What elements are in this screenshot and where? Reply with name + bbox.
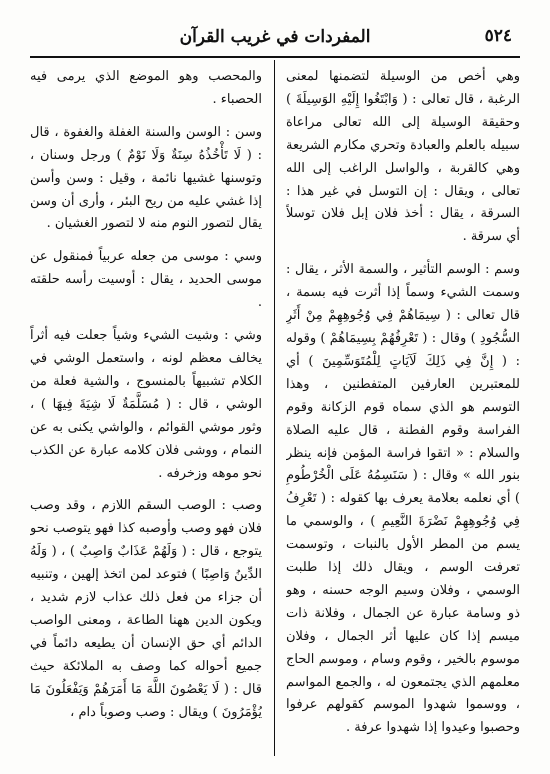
paragraph-wasila: وهي أخص من الوسيلة لتضمنها لمعنى الرغبة ، قال تعالى : ( وَابْتَغُوا إِلَيْهِ الوَسِيلَةَ ) وحقيقة الوسيلة إلى الله تعالى مراعاة سبيله بالعلم والعبادة وتحري مكارم الشريعة وهي كالقربة ، والواسل الراغب إلى الله تعالى ، ويقال : إن التوسل في غير هذا : السرقة ، يقال : أخذ فلان إبل فلان توسلاً أي سرقة . xyxy=(286,69,520,245)
page-number: ٥٢٤ xyxy=(484,26,512,46)
entry-wasi: وسي : موسى من جعله عربياً فمنقول عن موسى الحديد ، يقال : أوسيت رأسه حلقته . xyxy=(30,249,262,311)
entry-wasm: وسم : الوسم التأثير ، والسمة الأثر ، يقال : وسمت الشيء وسماً إذا أثرت فيه بسمة ، قال تعالى : ( سِيمَاهُمْ فِي وُجُوهِهِمْ مِنْ أَثَرِ السُّجُودِ ) وقال : ( تَعْرِفُهُمْ بِسِيمَاهُمْ ) وقوله : ( إِنَّ فِي ذَلِكَ لَآيَاتٍ لِلْمُتَوَسِّمِينَ ) أي للمعتبرين العارفين المتفطنين ، وهذا التوسم هو الذي سماه قوم الزكانة وقوم الفراسة وقوم الفطنة ، قال عليه الصلاة والسلام : « اتقوا فراسة المؤمن فإنه ينظر بنور الله » وقال : ( سَنَسِمُهُ عَلَى الْخُرْطُومِ ) أي نعلمه بعلامة يعرف بها كقوله : ( تَعْرِفُ فِي وُجُوهِهِمْ نَضْرَةَ النَّعِيمِ ) ، والوسمي ما يسم من المطر الأول بالنبات ، وتوسمت تعرفت الوسم ، ويقال ذلك إذا طلبت الوسمي ، وفلان وسيم الوجه حسنه ، وهو ذو وسامة عبارة عن الجمال ، وفلانة ذات ميسم إذا كان عليها أثر الجمال ، وفلان موسوم بالخير ، وقوم وسام ، وموسم الحاج معلمهم الذي يجتمعون له ، والجمع المواسم ، ووسموا شهدوا الموسم كقولهم عرفوا وحصبوا وعيدوا إذا شهدوا عرفة . xyxy=(286,262,520,736)
column-divider xyxy=(274,60,275,756)
header-rule xyxy=(30,56,520,58)
entry-wasab: وصب : الوصب السقم اللازم ، وقد وصب فلان فهو وصب وأوصبه كذا فهو يتوصب نحو يتوجع ، قال : ( وَلَهُمْ عَذَابٌ وَاصِبٌ ) ، ( وَلَهُ الدِّينُ وَاصِبًا ) فتوعد لمن اتخذ إلهين ، وتنبيه أن جزاء من فعل ذلك عذاب لازم شديد ، ويكون الدين ههنا الطاعة ، ومعنى الواصب الدائم أي حق الإنسان أن يطيعه دائماً في جميع أحواله كما وصف به الملائكة حيث قال : ( لَا يَعْصُونَ اللَّهَ مَا أَمَرَهُمْ وَيَفْعَلُونَ مَا يُؤْمَرُونَ ) ويقال : وصب وصوباً دام ، xyxy=(30,498,262,720)
page-header xyxy=(30,22,520,52)
left-column xyxy=(30,66,262,758)
running-title: المفردات في غريب القرآن xyxy=(179,27,371,47)
entry-wasan: وسن : الوسن والسنة الغفلة والغفوة ، قال : ( لَا تَأْخُذُهُ سِنَةٌ وَلَا نَوْمٌ ) ورجل وسنان ، وتوسنها غشيها نائمة ، وقيل : وسن وأسن إذا غشي عليه من ريح البئر ، وأرى أن وسن يقال لتصور النوم منه لا لتصور الغشيان . xyxy=(30,124,262,232)
paragraph-muhassab: والمحصب وهو الموضع الذي يرمى فيه الحصباء . xyxy=(30,69,262,107)
entry-washy: وشي : وشيت الشيء وشياً جعلت فيه أثراً يخالف معظم لونه ، واستعمل الوشي في الكلام تشبيهاً بالمنسوج ، والشية فعلة من الوشي ، قال : ( مُسَلَّمَةٌ لَا شِيَةَ فِيهَا ) ، وثور موشي القوائم ، والواشي يكنى به عن النمام ، ووشى فلان كلامه عبارة عن الكذب نحو موهه وزخرفه . xyxy=(30,328,262,481)
right-column xyxy=(286,66,520,758)
